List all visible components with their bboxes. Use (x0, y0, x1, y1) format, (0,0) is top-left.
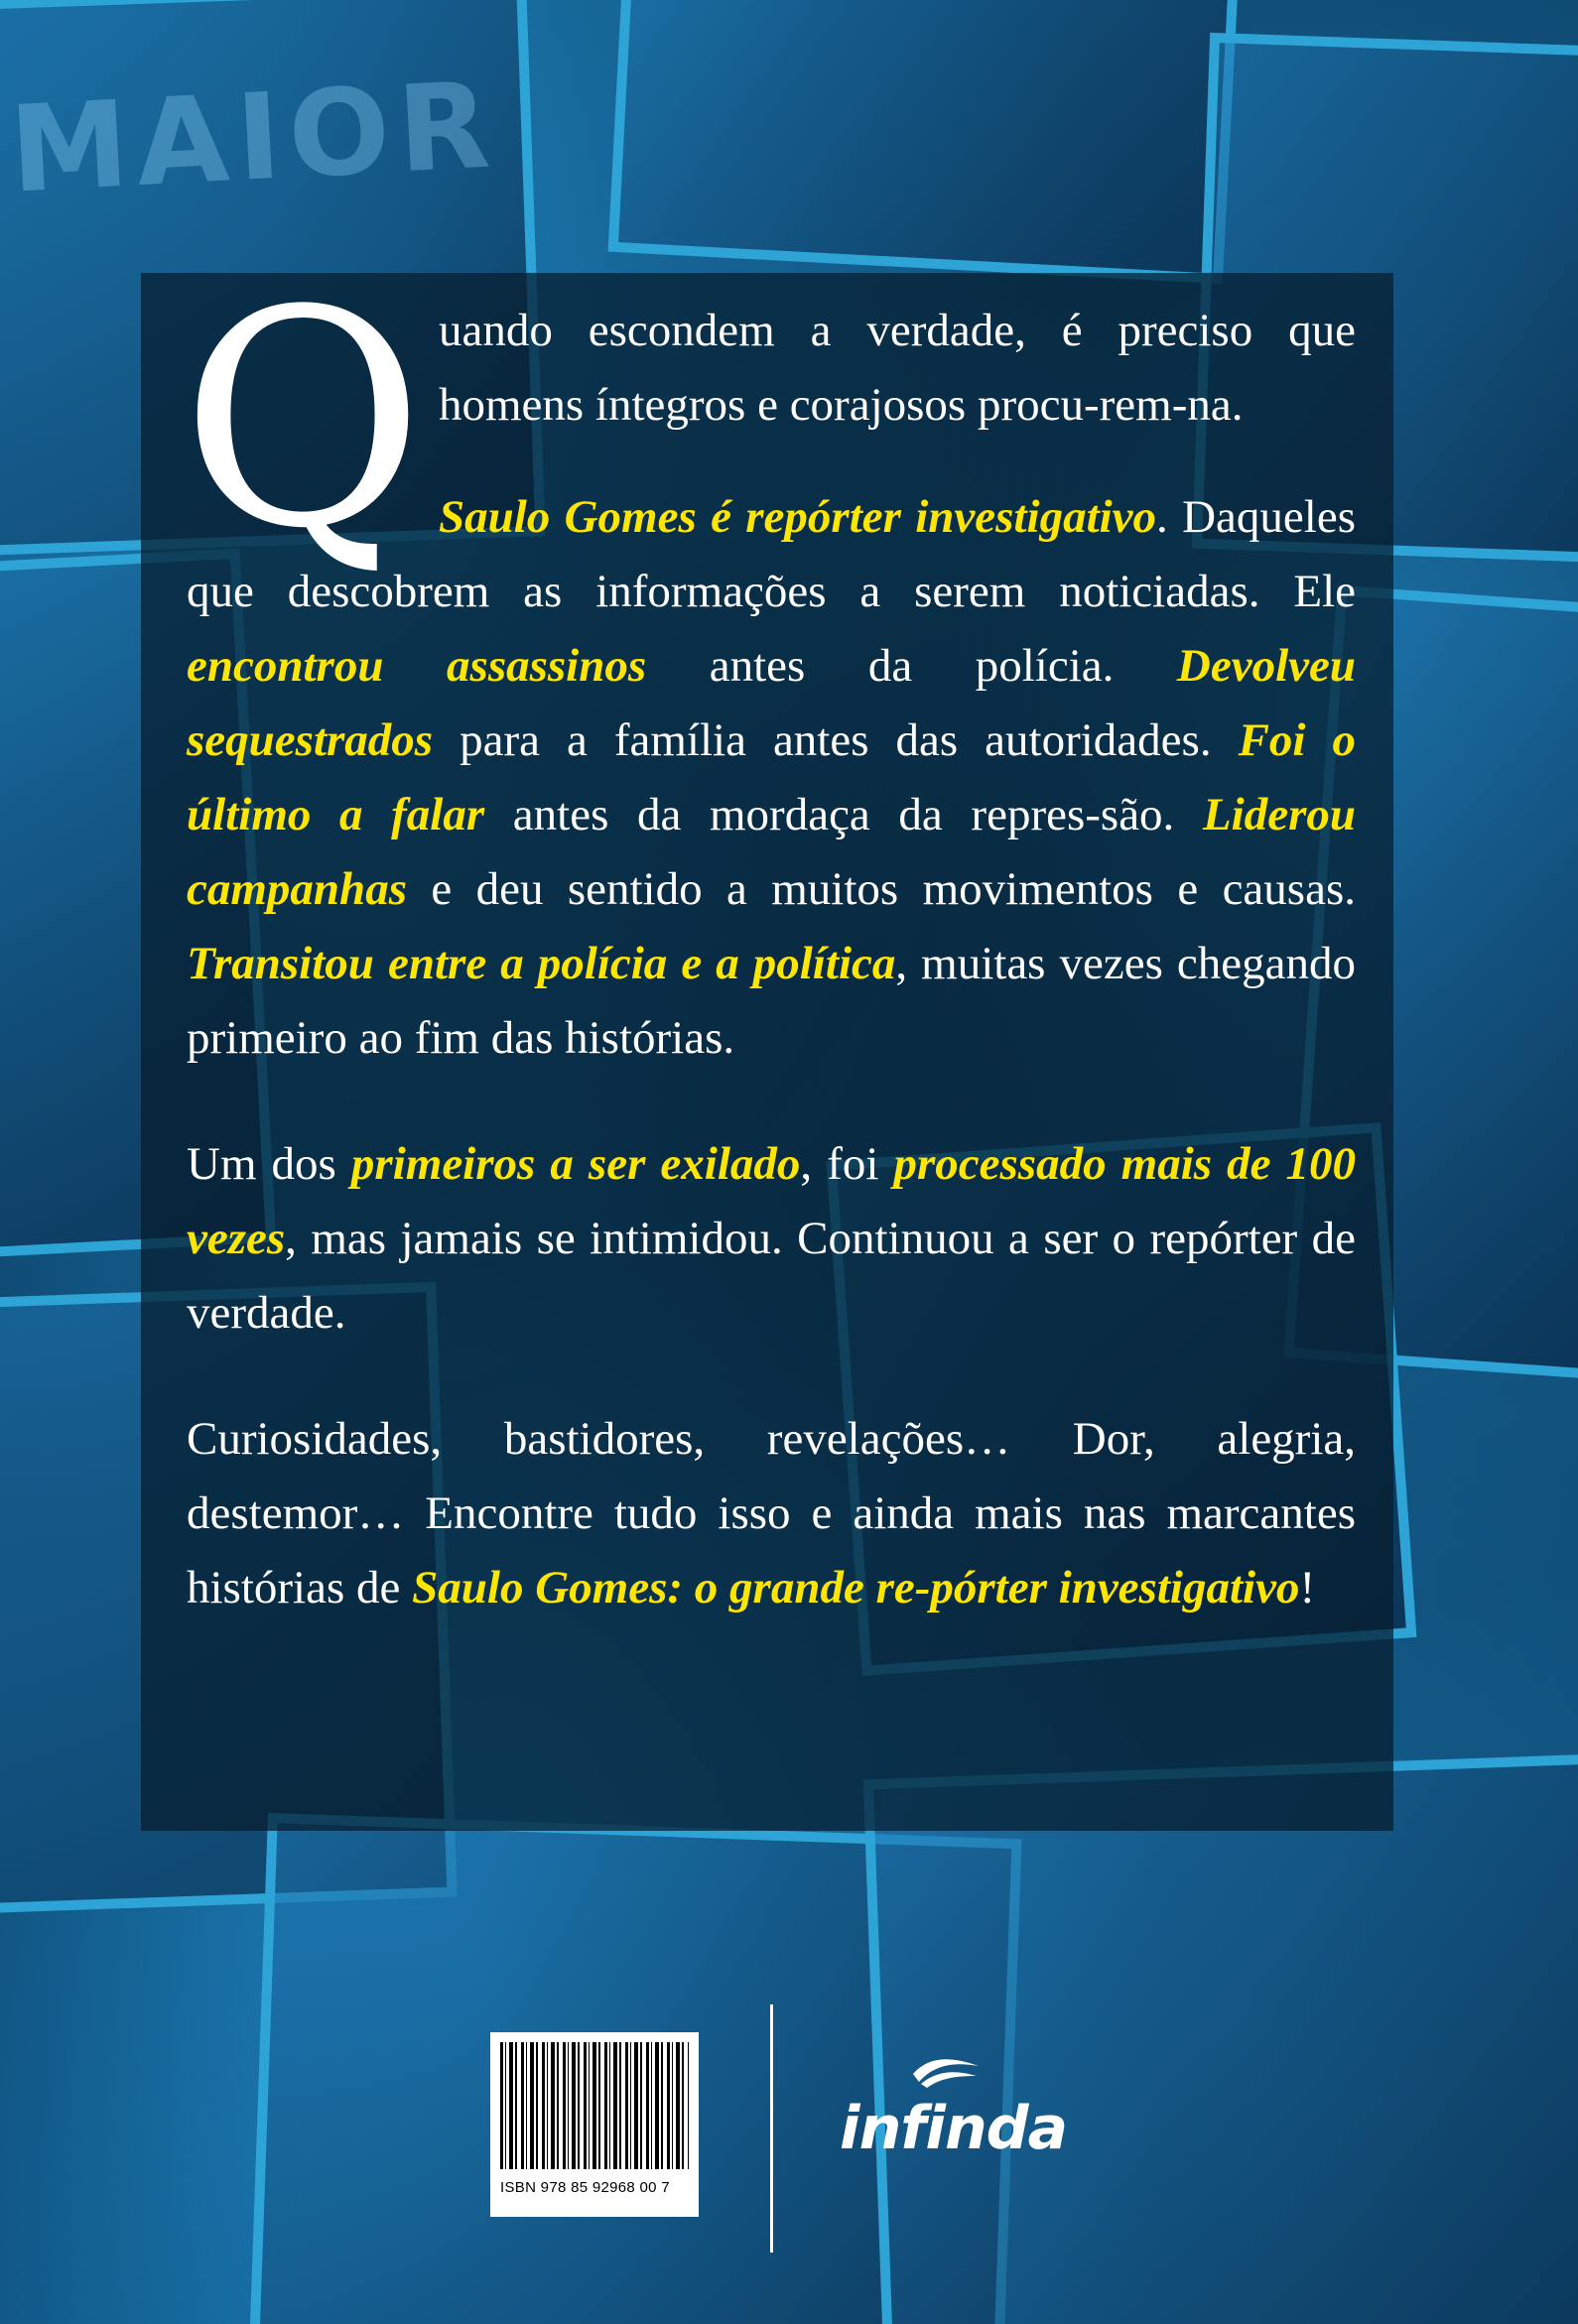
collage-photo (608, 0, 1239, 284)
text-span: antes da polícia. (646, 640, 1177, 692)
drop-cap: Q (181, 247, 425, 593)
highlight: Saulo Gomes: o grande re-pórter investigativo (412, 1562, 1300, 1614)
highlight: Foi o último a falar (187, 714, 1356, 840)
text-span: . Daqueles que descobrem as informações a serem noticiadas. Ele (187, 491, 1356, 617)
text-span: , muitas vezes chegando primeiro ao fim das histórias. (187, 938, 1357, 1064)
barcode (490, 2032, 699, 2217)
text-span: Um dos (187, 1138, 351, 1190)
highlight: Liderou campanhas (187, 789, 1357, 915)
isbn-label: ISBN 978 85 92968 00 7 (500, 2179, 670, 2196)
publisher-name: infinda (840, 2094, 1068, 2163)
highlight: primeiros a ser exilado (350, 1138, 801, 1190)
text-span: Curiosidades, bastidores, revelações… Dor, alegria, destemor… Encontre tudo isso e ainda mais nas marcantes histórias de (187, 1413, 1356, 1614)
wave-icon (911, 2054, 981, 2090)
text-span: ! (1299, 1562, 1316, 1614)
highlight: Saulo Gomes é repórter investigativo (438, 491, 1157, 543)
background-sign: MAIOR (6, 57, 501, 220)
text-span: , mas jamais se intimidou. Continuou a ser o repórter de verdade. (187, 1213, 1356, 1339)
highlight: Transitou entre a polícia e a política (187, 938, 896, 989)
highlight: processado mais de 100 vezes (187, 1138, 1357, 1264)
collage-photo (863, 1753, 1578, 2324)
paragraph-1 (187, 480, 1356, 1076)
text-span: para a família antes das autoridades. (433, 714, 1239, 766)
divider (770, 2004, 773, 2253)
highlight: Devolveu sequestrados (187, 640, 1357, 766)
highlight: encontrou assassinos (187, 640, 647, 692)
intro-text: uando escondem a verdade, é preciso que homens íntegros e corajosos procu-rem-na. (438, 305, 1356, 431)
blurb (181, 247, 1357, 1677)
text-span: e deu sentido a muitos movimentos e causas. (407, 863, 1356, 915)
text-span: , foi (800, 1138, 894, 1190)
text-span: antes da mordaça da repres-são. (484, 789, 1203, 840)
publisher-logo (832, 2054, 1068, 2183)
barcode-bars (500, 2042, 689, 2169)
paragraph-2 (187, 1127, 1356, 1351)
paragraph-3 (187, 1402, 1356, 1625)
